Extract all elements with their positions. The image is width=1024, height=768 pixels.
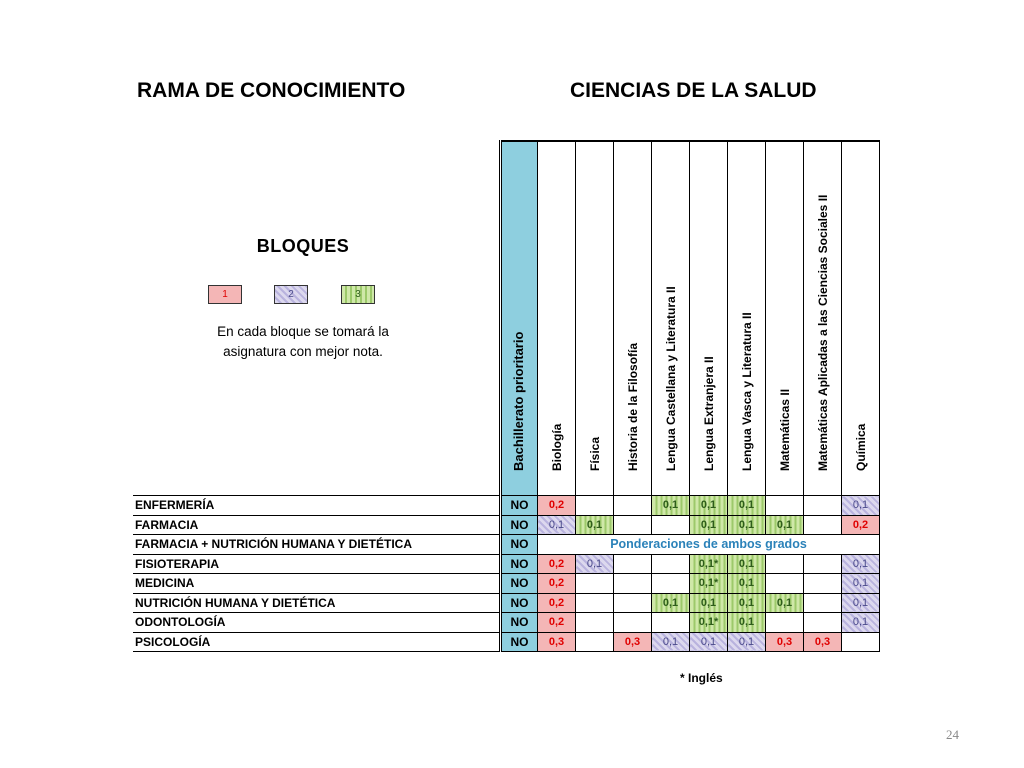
weight-cell: [766, 613, 804, 633]
legend-block-3: 3: [341, 285, 375, 304]
priority-header: Bachillerato prioritario: [501, 141, 538, 496]
table-row: [133, 613, 880, 633]
column-header: Química: [842, 141, 880, 496]
table-row: [133, 496, 880, 516]
weight-cell: 0,1: [652, 632, 690, 652]
combined-weights-note: Ponderaciones de ambos grados: [538, 535, 880, 555]
weight-cell: 0,2: [538, 574, 576, 594]
weight-cell: 0,3: [804, 632, 842, 652]
weight-cell: 0,1: [842, 613, 880, 633]
degree-name: PSICOLOGÍA: [133, 632, 501, 652]
table-body: [133, 496, 880, 652]
legend-note-line1: En cada bloque se tomará la: [217, 324, 389, 339]
weight-cell: [804, 574, 842, 594]
degree-name: ENFERMERÍA: [133, 496, 501, 516]
weight-cell: 0,1: [728, 613, 766, 633]
weight-cell: 0,2: [842, 515, 880, 535]
column-header: Lengua Castellana y Literatura II: [652, 141, 690, 496]
weight-cell: [652, 613, 690, 633]
priority-value: NO: [501, 593, 538, 613]
weight-cell: 0,1*: [690, 574, 728, 594]
weight-cell: [842, 632, 880, 652]
weight-cell: [804, 593, 842, 613]
weight-cell: [614, 496, 652, 516]
weight-cell: 0,1: [842, 574, 880, 594]
weight-cell: [614, 593, 652, 613]
weight-cell: 0,3: [766, 632, 804, 652]
weight-cell: 0,1: [728, 593, 766, 613]
weight-cell: [766, 574, 804, 594]
weight-cell: 0,1*: [690, 554, 728, 574]
weight-cell: 0,1: [652, 496, 690, 516]
weight-cell: 0,1: [842, 593, 880, 613]
degree-name: FARMACIA: [133, 515, 501, 535]
priority-value: NO: [501, 496, 538, 516]
weight-cell: 0,1: [766, 515, 804, 535]
legend-title: BLOQUES: [256, 236, 350, 256]
table-row: [133, 554, 880, 574]
weight-cell: [614, 554, 652, 574]
column-header: Lengua Extranjera II: [690, 141, 728, 496]
legend-block-1: 1: [208, 285, 242, 304]
rama-title: RAMA DE CONOCIMIENTO: [137, 79, 406, 102]
column-header: Matemáticas II: [766, 141, 804, 496]
weight-cell: 0,1: [728, 554, 766, 574]
weight-cell: [766, 554, 804, 574]
weight-cell: 0,1: [576, 554, 614, 574]
column-header: Física: [576, 141, 614, 496]
weight-cell: 0,1: [842, 496, 880, 516]
weight-cell: 0,3: [614, 632, 652, 652]
weight-cell: 0,1: [728, 496, 766, 516]
weight-cell: 0,2: [538, 496, 576, 516]
table-row: [133, 515, 880, 535]
weight-cell: 0,1: [766, 593, 804, 613]
weight-cell: [614, 613, 652, 633]
weight-cell: [614, 515, 652, 535]
weight-cell: [804, 554, 842, 574]
weight-cell: [652, 554, 690, 574]
weight-cell: [576, 574, 614, 594]
table-row: [133, 574, 880, 594]
weights-table: [133, 140, 880, 652]
degree-name: MEDICINA: [133, 574, 501, 594]
priority-value: NO: [501, 535, 538, 555]
weight-cell: [652, 515, 690, 535]
weight-cell: [576, 632, 614, 652]
priority-value: NO: [501, 554, 538, 574]
degree-name: NUTRICIÓN HUMANA Y DIETÉTICA: [133, 593, 501, 613]
column-header: Lengua Vasca y Literatura II: [728, 141, 766, 496]
weight-cell: 0,1: [728, 574, 766, 594]
weight-cell: [804, 515, 842, 535]
header-row: [133, 141, 880, 496]
weight-cell: [652, 574, 690, 594]
degree-name: FARMACIA + NUTRICIÓN HUMANA Y DIETÉTICA: [133, 535, 501, 555]
weight-cell: 0,1: [728, 515, 766, 535]
weight-cell: 0,1: [538, 515, 576, 535]
weight-cell: [804, 613, 842, 633]
weight-cell: [804, 496, 842, 516]
weight-cell: 0,1: [842, 554, 880, 574]
legend-block-2: 2: [274, 285, 308, 304]
weight-cell: [576, 593, 614, 613]
weight-cell: 0,1: [652, 593, 690, 613]
degree-name: FISIOTERAPIA: [133, 554, 501, 574]
priority-value: NO: [501, 632, 538, 652]
rama-value-title: CIENCIAS DE LA SALUD: [570, 79, 817, 102]
footnote: * Inglés: [680, 671, 723, 685]
table-row: [133, 535, 880, 555]
weight-cell: 0,1: [690, 496, 728, 516]
table-row: [133, 632, 880, 652]
weight-cell: 0,1: [690, 632, 728, 652]
weight-cell: [614, 574, 652, 594]
weight-cell: 0,2: [538, 554, 576, 574]
weight-cell: 0,3: [538, 632, 576, 652]
weight-cell: [766, 496, 804, 516]
weight-cell: 0,2: [538, 593, 576, 613]
weight-cell: [576, 613, 614, 633]
priority-value: NO: [501, 515, 538, 535]
priority-value: NO: [501, 613, 538, 633]
table-row: [133, 593, 880, 613]
column-header: Historia de la Filosofía: [614, 141, 652, 496]
weight-cell: 0,1: [690, 515, 728, 535]
weight-cell: 0,1: [576, 515, 614, 535]
weight-cell: [576, 496, 614, 516]
weight-cell: 0,2: [538, 613, 576, 633]
weight-cell: 0,1*: [690, 613, 728, 633]
page-number: 24: [946, 727, 959, 742]
weight-cell: 0,1: [728, 632, 766, 652]
weight-cell: 0,1: [690, 593, 728, 613]
priority-value: NO: [501, 574, 538, 594]
column-header: Matemáticas Aplicadas a las Ciencias Sociales II: [804, 141, 842, 496]
legend-note-line2: asignatura con mejor nota.: [223, 344, 383, 359]
column-header: Biología: [538, 141, 576, 496]
degree-name: ODONTOLOGÍA: [133, 613, 501, 633]
